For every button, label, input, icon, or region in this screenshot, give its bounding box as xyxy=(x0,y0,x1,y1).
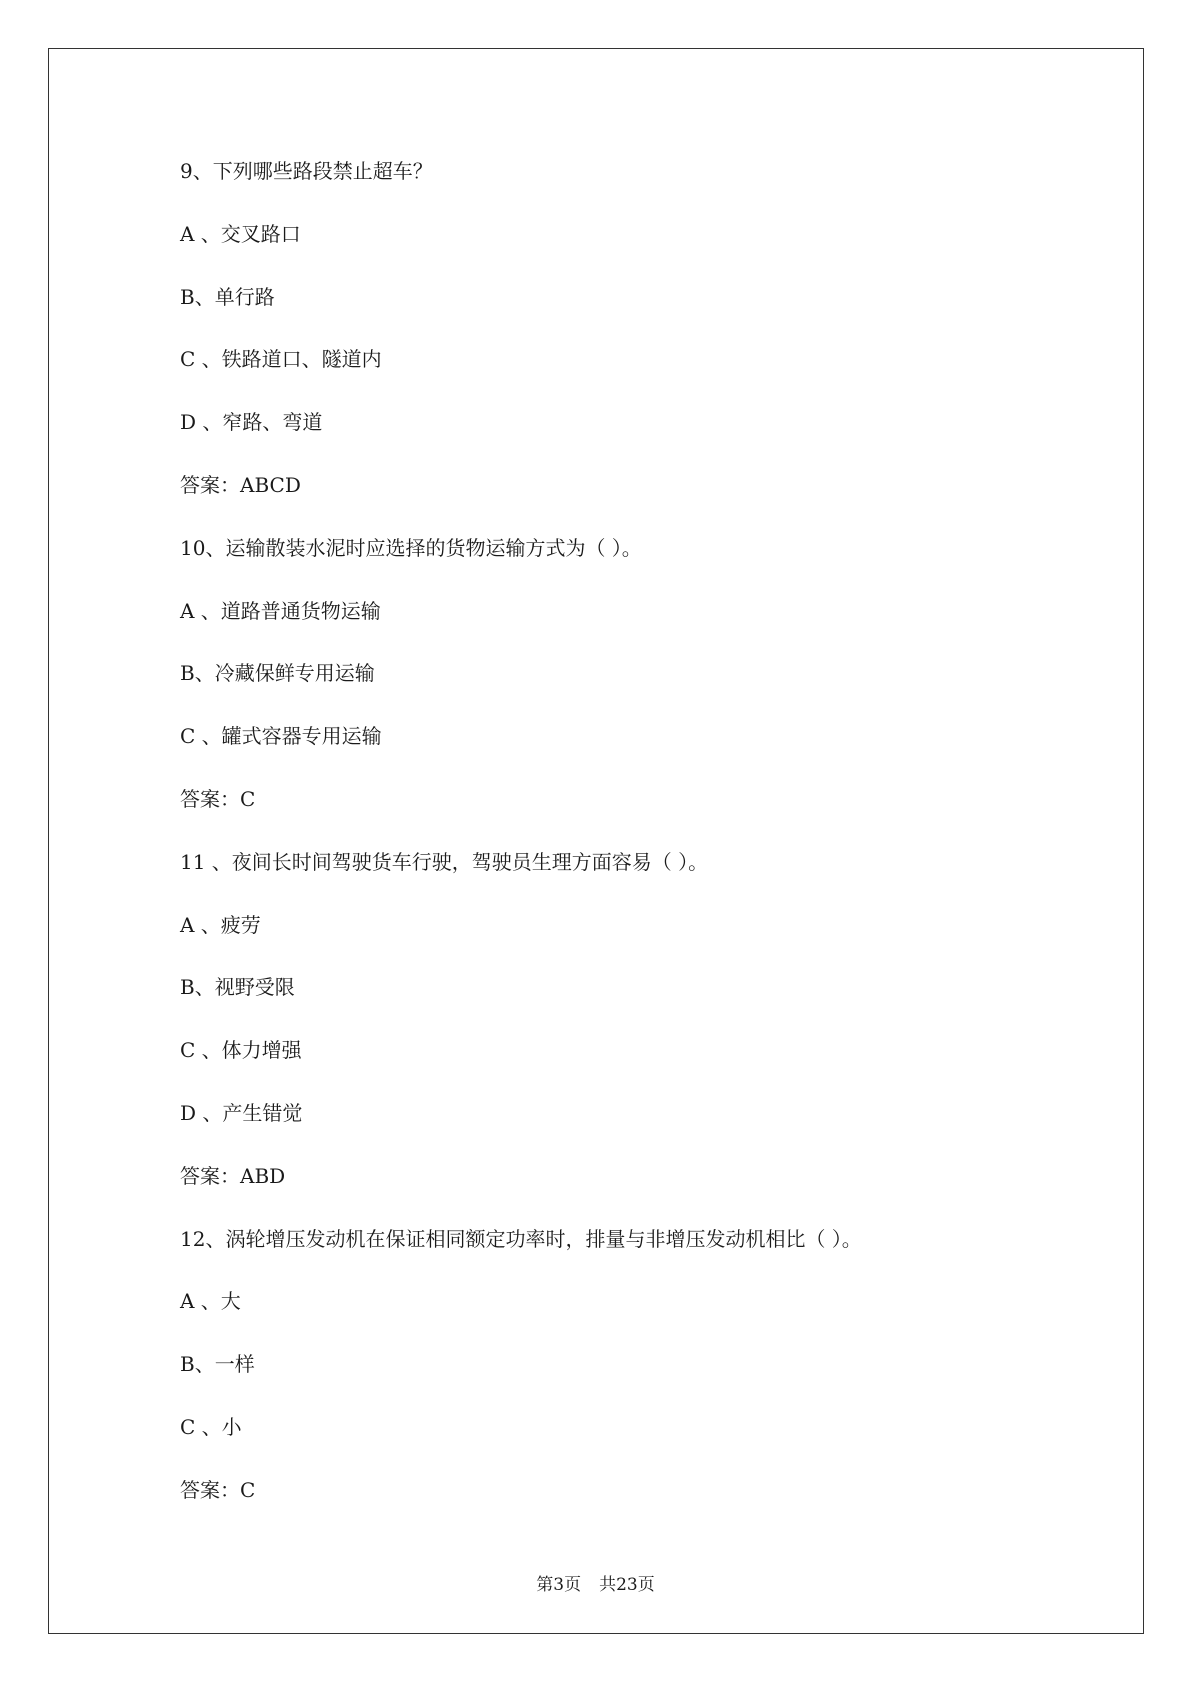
question-9-option-d: D 、窄路、弯道 xyxy=(180,410,323,435)
question-10-option-c: C 、罐式容器专用运输 xyxy=(180,724,382,749)
question-9-answer: 答案：ABCD xyxy=(180,472,301,497)
question-12-option-c: C 、小 xyxy=(180,1414,242,1439)
document-body xyxy=(180,156,1080,1538)
question-9: 9、下列哪些路段禁止超车？ xyxy=(180,159,433,183)
question-9-option-b: B、单行路 xyxy=(180,284,275,309)
question-10-answer: 答案：C xyxy=(180,786,256,811)
question-12-option-b: B、一样 xyxy=(180,1352,255,1377)
page-footer xyxy=(0,1570,1191,1595)
question-12-option-a: A 、大 xyxy=(180,1289,241,1314)
page-total: 共23页 xyxy=(599,1575,655,1595)
question-11-option-c: C 、体力增强 xyxy=(180,1038,302,1063)
question-11-answer: 答案：ABD xyxy=(180,1163,286,1188)
question-11-option-b: B、视野受限 xyxy=(180,975,295,1000)
question-10: 10、运输散装水泥时应选择的货物运输方式为（ ）。 xyxy=(180,535,642,560)
question-11-option-a: A 、疲劳 xyxy=(180,912,261,937)
question-10-option-b: B、冷藏保鲜专用运输 xyxy=(180,661,375,686)
page-number: 第3页 xyxy=(536,1575,582,1595)
question-11-option-d: D 、产生错觉 xyxy=(180,1100,303,1125)
question-9-option-a: A 、交叉路口 xyxy=(180,221,301,246)
question-10-option-a: A 、道路普通货物运输 xyxy=(180,598,381,623)
question-12: 12、涡轮增压发动机在保证相同额定功率时，排量与非增压发动机相比（ ）。 xyxy=(180,1226,862,1251)
question-11: 11 、夜间长时间驾驶货车行驶，驾驶员生理方面容易（ ）。 xyxy=(180,849,709,874)
question-12-answer: 答案：C xyxy=(180,1477,256,1502)
question-9-option-c: C 、铁路道口、隧道内 xyxy=(180,347,382,372)
